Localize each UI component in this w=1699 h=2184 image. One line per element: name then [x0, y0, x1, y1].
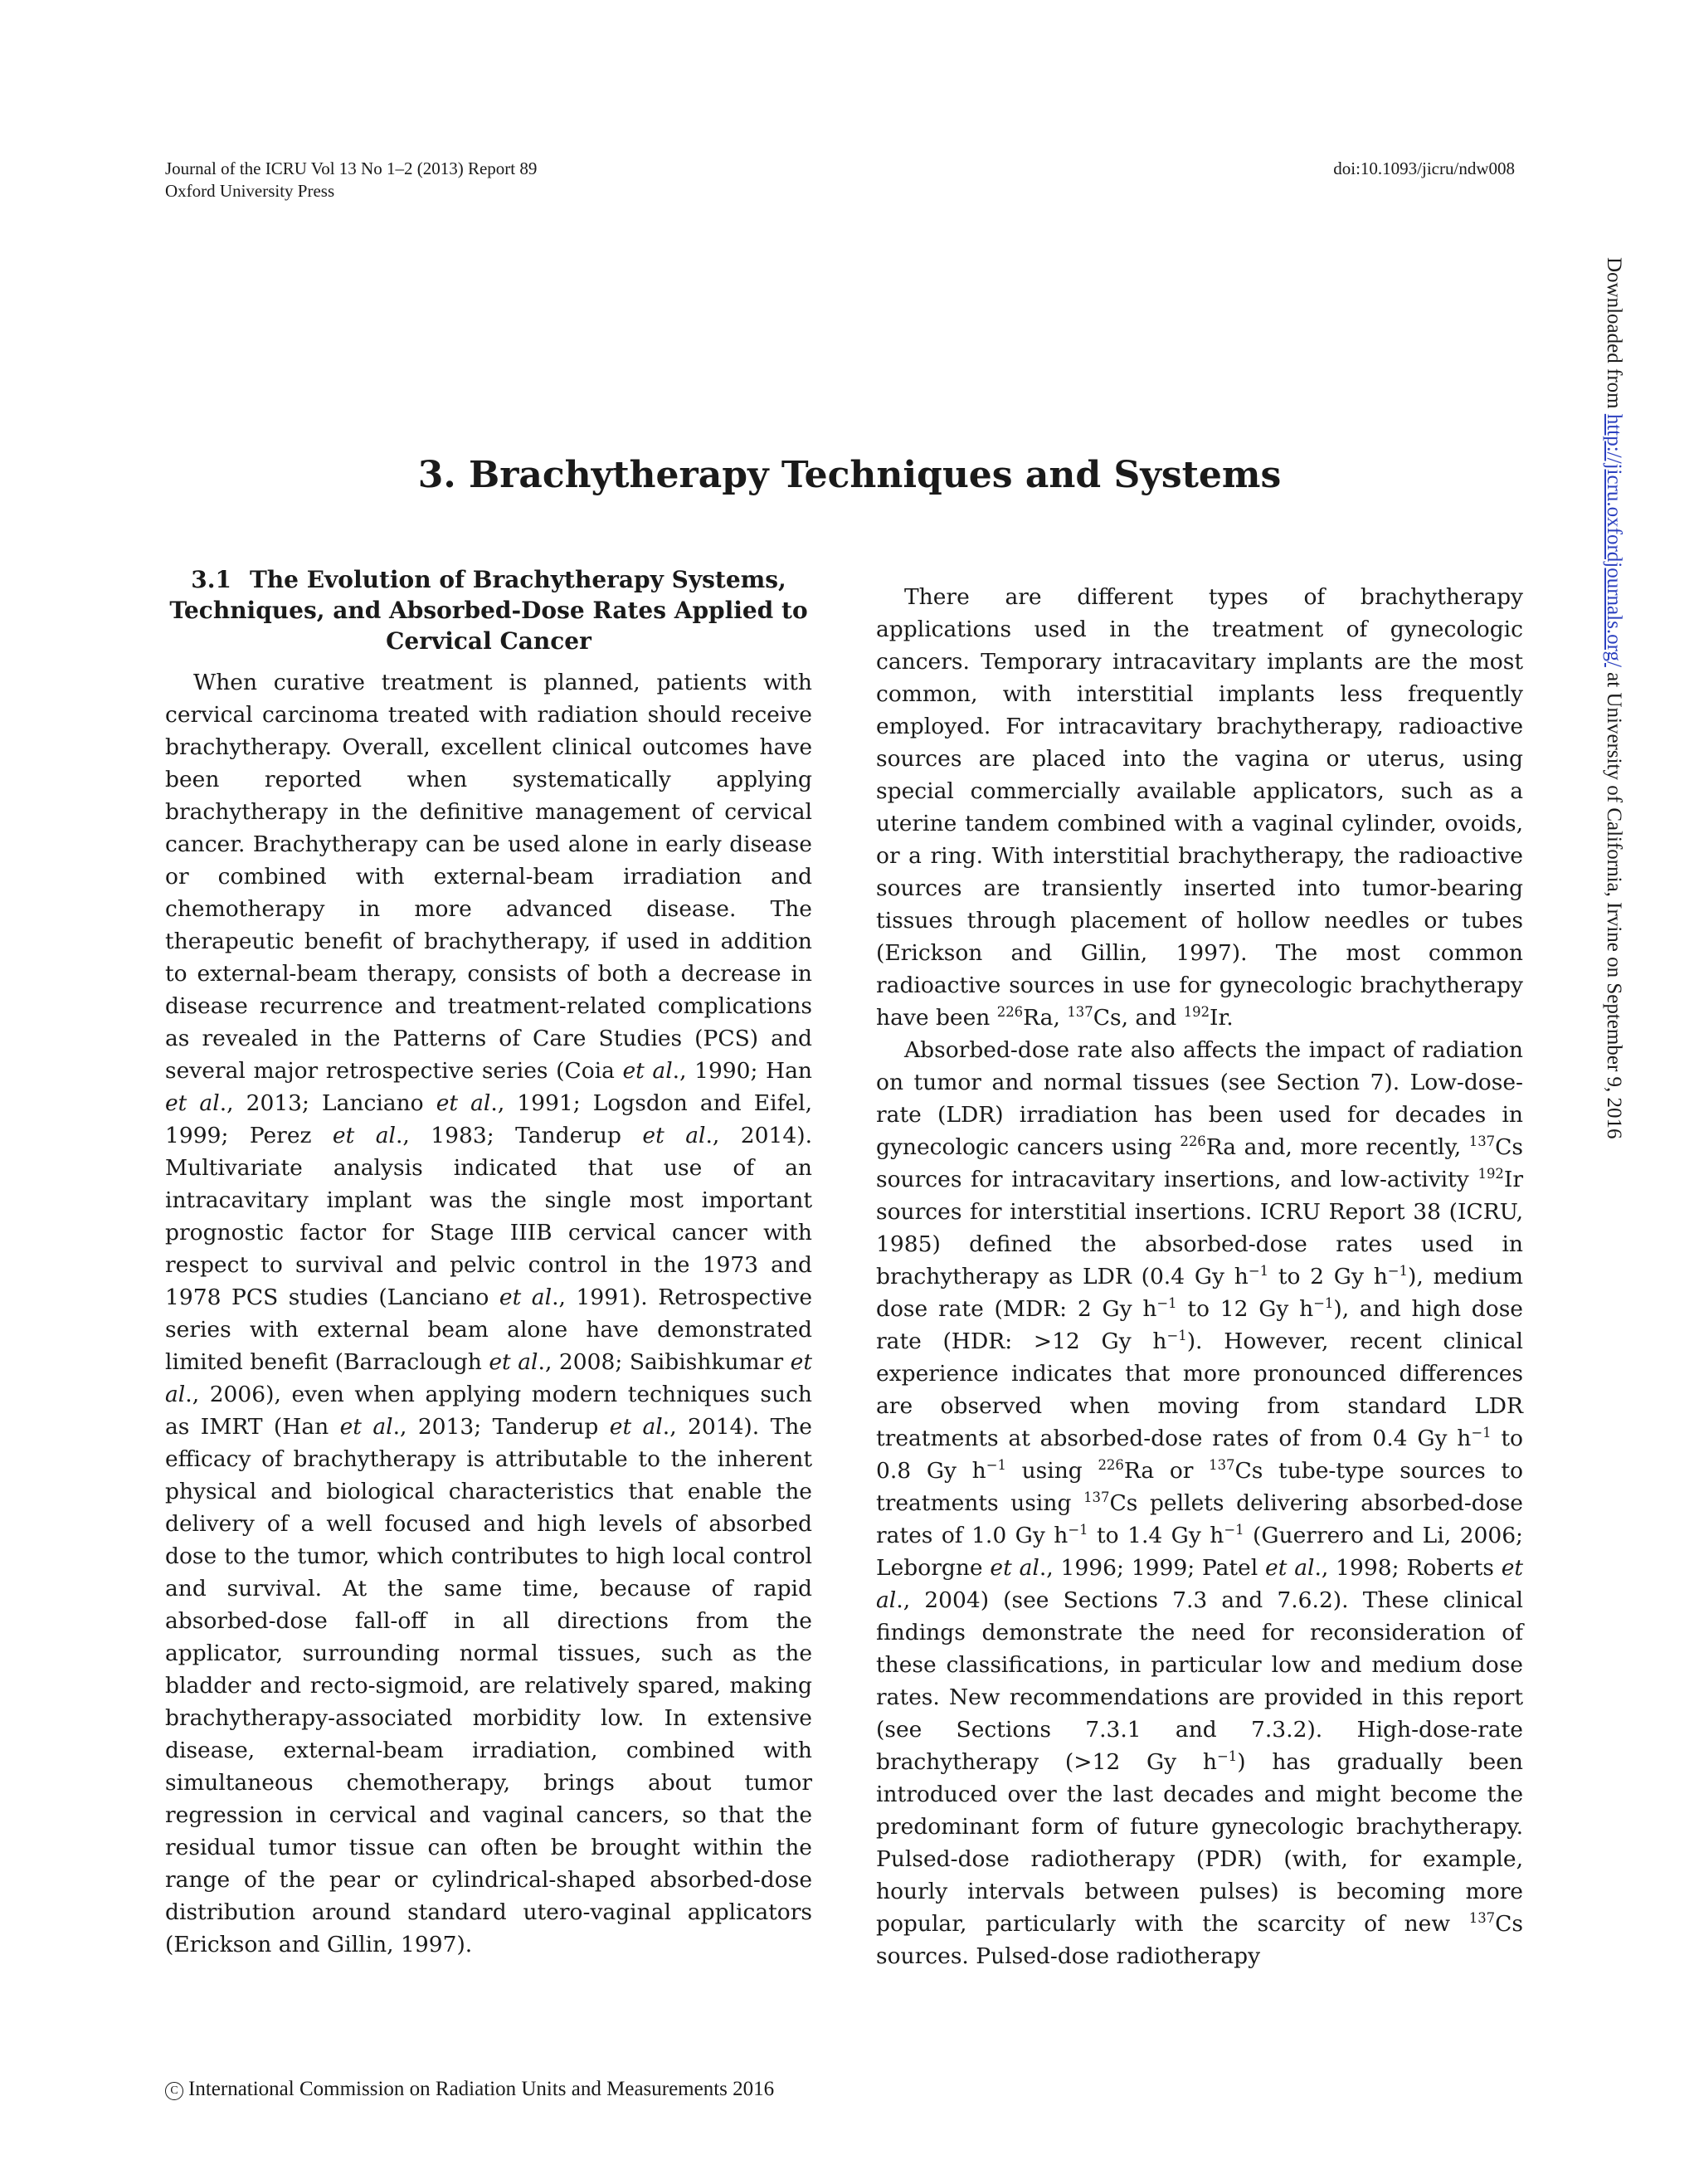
- doi-header: [1333, 158, 1515, 180]
- doi: doi:10.1093/jicru/ndw008: [1333, 158, 1515, 178]
- download-notice: [1601, 257, 1626, 1139]
- left-column: [165, 564, 812, 1961]
- copyright-footer: [165, 2076, 774, 2103]
- chapter-title: 3. Brachytherapy Techniques and Systems: [417, 454, 1282, 496]
- body-paragraph: Absorbed-dose rate also affects the impact of radiation on tumor and normal tissues (see Section 7). Low-dose-rate (LDR) irradiation has been used for decades in gynecologic cancers using $^{226}$Ra and, more recently, $^{137}$Cs sources for intracavitary insertions, and low-activity $^{192}$Ir sources for interstitial insertions. ICRU Report 38 (ICRU, 1985) defined the absorbed-dose rates used in brachytherapy as LDR (0.4 Gy $h^{-1}$ to 2 Gy $h^{-1}$), medium dose rate (MDR: 2 Gy $h^{-1}$ to 12 Gy $h^{-1}$), and high dose rate (HDR: >12 Gy $h^{-1}$). However, recent clinical experience indicates that more pronounced differences are observed when moving from standard LDR treatments at absorbed-dose rates of from 0.4 Gy $h^{-1}$ to 0.8 Gy $h^{-1}$ using $^{226}$Ra or $^{137}$Cs tube-type sources to treatments using $^{137}$Cs pellets delivering absorbed-dose rates of 1.0 Gy $h^{-1}$ to 1.4 Gy $h^{-1}$ (Guerrero and Li, 2006; Leborgne et al., 1996; 1999; Patel et al., 1998; Roberts et al., 2004) (see Sections 7.3 and 7.6.2). These clinical findings demonstrate the need for reconsideration of these classifications, in particular low and medium dose rates. New recommendations are provided in this report (see Sections 7.3.1 and 7.3.2). High-dose-rate brachytherapy (>12 Gy $h^{-1}$) has gradually been introduced over the last decades and might become the predominant form of future gynecologic brachytherapy. Pulsed-dose radiotherapy (PDR) (with, for example, hourly intervals between pulses) is becoming more popular, particularly with the scarcity of new $^{137}$Cs sources. Pulsed-dose radiotherapy: [876, 1037, 1524, 1969]
- copyright-text: International Commission on Radiation Units and Measurements 2016: [188, 2078, 775, 2100]
- body-paragraph: There are different types of brachytherapy applications used in the treatment of gynecologic cancers. Temporary intracavitary implants are the most common, with interstitial implants less frequently employed. For intracavitary brachytherapy, radioactive sources are placed into the vagina or uterus, using special commercially available applicators, such as a uterine tandem combined with a vaginal cylinder, ovoids, or a ring. With interstitial brachytherapy, the radioactive sources are transiently inserted into tumor-bearing tissues through placement of hollow needles or tubes (Erickson and Gillin, 1997). The most common radioactive sources in use for gynecologic brachytherapy have been $^{226}$Ra, $^{137}$Cs, and $^{192}$Ir.: [876, 584, 1523, 1031]
- section-heading: [165, 564, 812, 656]
- running-header: [165, 158, 537, 202]
- right-column: [876, 581, 1523, 1972]
- publisher-name: Oxford University Press: [165, 181, 335, 201]
- download-suffix: at University of California, Irvine on September 9, 2016: [1603, 666, 1625, 1139]
- copyright-icon: C: [165, 2082, 183, 2100]
- journal-link[interactable]: http://jicru.oxfordjournals.org/: [1603, 413, 1625, 667]
- journal-citation: Journal of the ICRU Vol 13 No 1–2 (2013) Report 89: [165, 158, 538, 178]
- section-title: The Evolution of Brachytherapy Systems, Techniques, and Absorbed-Dose Rates Applied to Cervical Cancer: [169, 566, 808, 655]
- download-prefix: Downloaded from: [1603, 257, 1625, 414]
- body-paragraph: When curative treatment is planned, patients with cervical carcinoma treated with radiation should receive brachytherapy. Overall, excellent clinical outcomes have been reported when systematically applying brachytherapy in the definitive management of cervical cancer. Brachytherapy can be used alone in early disease or combined with external-beam irradiation and chemotherapy in more advanced disease. The therapeutic benefit of brachytherapy, if used in addition to external-beam therapy, consists of both a decrease in disease recurrence and treatment-related complications as revealed in the Patterns of Care Studies (PCS) and several major retrospective series (Coia et al., 1990; Han et al., 2013; Lanciano et al., 1991; Logsdon and Eifel, 1999; Perez et al., 1983; Tanderup et al., 2014). Multivariate analysis indicated that use of an intracavitary implant was the single most important prognostic factor for Stage IIIB cervical cancer with respect to survival and pelvic control in the 1973 and 1978 PCS studies (Lanciano et al., 1991). Retrospective series with external beam alone have demonstrated limited benefit (Barraclough et al., 2008; Saibishkumar et al., 2006), even when applying modern techniques such as IMRT (Han et al., 2013; Tanderup et al., 2014). The efficacy of brachytherapy is attributable to the inherent physical and biological characteristics that enable the delivery of a well focused and high levels of absorbed dose to the tumor, which contributes to high local control and survival. At the same time, because of rapid absorbed-dose fall-off in all directions from the applicator, surrounding normal tissues, such as the bladder and recto-sigmoid, are relatively spared, making brachytherapy-associated morbidity low. In extensive disease, external-beam irradiation, combined with simultaneous chemotherapy, brings about tumor regression in cervical and vaginal cancers, so that the residual tumor tissue can often be brought within the range of the pear or cylindrical-shaped absorbed-dose distribution around standard utero-vaginal applicators (Erickson and Gillin, 1997).: [165, 670, 813, 1957]
- section-number: 3.1: [191, 566, 231, 593]
